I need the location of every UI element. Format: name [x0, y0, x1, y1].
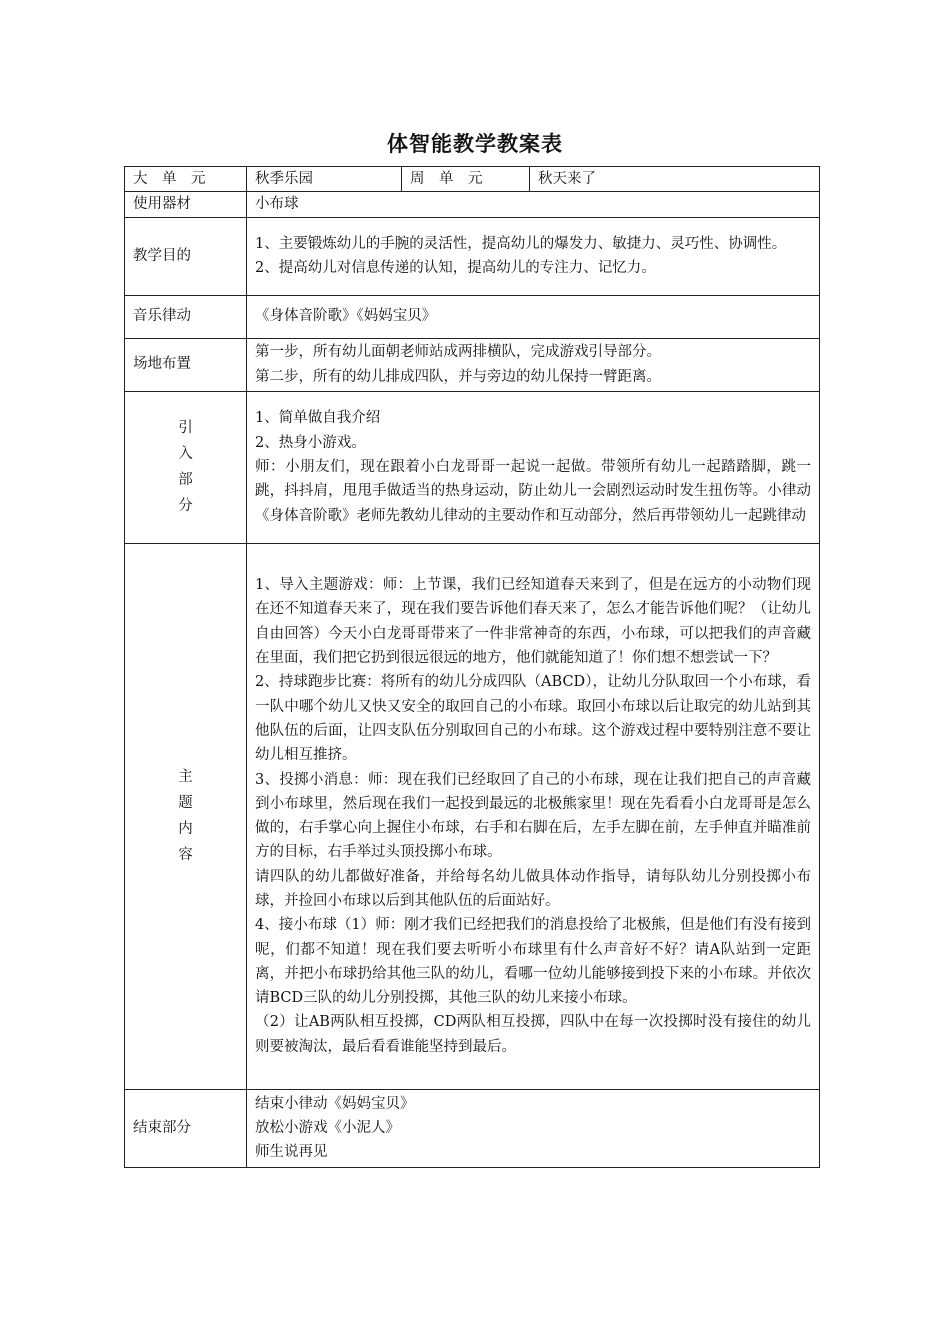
music-value: 《身体音阶歌》《妈妈宝贝》	[247, 295, 820, 338]
intro-label-char: 分	[178, 498, 193, 515]
music-label: 音乐律动	[125, 295, 247, 338]
intro-label-char: 入	[178, 446, 193, 463]
intro-item: 师：小朋友们，现在跟着小白龙哥哥一起说一起做。带领所有幼儿一起踏踏脚，跳一跳，抖抖肩，甩甩手做适当的热身运动，防止幼儿一会剧烈运动时发生扭伤等。小律动《身体音阶歌》老师先教幼儿律动的主要动作和互动部分，然后再带领幼儿一起跳律动	[255, 458, 811, 524]
unit-label: 大 单 元	[125, 167, 247, 192]
ending-row	[125, 1089, 820, 1167]
main-item: 3、投掷小消息：师：现在我们已经取回了自己的小布球，现在让我们把自己的声音藏到小布球里，然后现在我们一起投到最远的北极熊家里！现在先看看小白龙哥哥是怎么做的，右手掌心向上握住小布球，右手和右脚在后，左手左脚在前，左手伸直并瞄准前方的目标，右手举过头顶投掷小布球。	[255, 771, 811, 861]
venue-content	[247, 338, 820, 391]
venue-label: 场地布置	[125, 338, 247, 391]
unit-value: 秋季乐园	[247, 167, 402, 192]
main-label-char: 内	[178, 821, 193, 838]
ending-item: 师生说再见	[255, 1144, 328, 1161]
goals-content	[247, 217, 820, 295]
goal-item: 1、主要锻炼幼儿的手腕的灵活性，提高幼儿的爆发力、敏捷力、灵巧性、协调性。	[255, 235, 787, 252]
intro-label-char: 引	[178, 420, 193, 437]
main-label-char: 题	[178, 795, 193, 812]
week-value: 秋天来了	[530, 167, 820, 192]
main-label	[125, 543, 247, 1089]
intro-label-char: 部	[178, 472, 193, 489]
main-label-char: 容	[178, 847, 193, 864]
venue-item: 第一步，所有幼儿面朝老师站成两排横队，完成游戏引导部分。	[255, 344, 661, 361]
music-row	[125, 295, 820, 338]
week-label: 周 单 元	[402, 167, 530, 192]
intro-row	[125, 391, 820, 543]
page-title: 体智能教学教案表	[387, 132, 563, 156]
intro-item: 2、热身小游戏。	[255, 434, 366, 451]
main-content	[247, 543, 820, 1089]
ending-content	[247, 1089, 820, 1167]
intro-content	[247, 391, 820, 543]
ending-item: 放松小游戏《小泥人》	[255, 1119, 400, 1136]
goals-label: 教学目的	[125, 217, 247, 295]
main-label-char: 主	[178, 769, 193, 786]
lesson-plan-table	[124, 166, 820, 1168]
venue-item: 第二步，所有的幼儿排成四队，并与旁边的幼儿保持一臂距离。	[255, 368, 661, 385]
ending-label: 结束部分	[125, 1089, 247, 1167]
main-item: 2、持球跑步比赛：将所有的幼儿分成四队（ABCD），让幼儿分队取回一个小布球，看一队中哪个幼儿又快又安全的取回自己的小布球。取回小布球以后让取完的幼儿站到其他队伍的后面，让四支队伍分别取回自己的小布球。这个游戏过程中要特别注意不要让幼儿相互推挤。	[255, 674, 811, 764]
equipment-row	[125, 192, 820, 217]
main-item: 1、导入主题游戏：师：上节课，我们已经知道春天来到了，但是在远方的小动物们现在还不知道春天来了，现在我们要告诉他们春天来了，怎么才能告诉他们呢？（让幼儿自由回答）今天小白龙哥哥带来了一件非常神奇的东西，小布球，可以把我们的声音藏在里面，我们把它扔到很远很远的地方，他们就能知道了！你们想不想尝试一下？	[255, 577, 811, 667]
equipment-value: 小布球	[247, 192, 820, 217]
goals-row	[125, 217, 820, 295]
main-item: （2）让AB两队相互投掷，CD两队相互投掷，四队中在每一次投掷时没有接住的幼儿则要被淘汰，最后看看谁能坚持到最后。	[255, 1014, 811, 1055]
header-row	[125, 167, 820, 192]
goal-item: 2、提高幼儿对信息传递的认知，提高幼儿的专注力、记忆力。	[255, 260, 656, 277]
main-row	[125, 543, 820, 1089]
intro-label	[125, 391, 247, 543]
main-item: 请四队的幼儿都做好准备，并给每名幼儿做具体动作指导，请每队幼儿分别投掷小布球，并捡回小布球以后到其他队伍的后面站好。	[255, 868, 811, 909]
intro-item: 1、简单做自我介绍	[255, 410, 381, 427]
main-item: 4、接小布球（1）师：刚才我们已经把我们的消息投给了北极熊，但是他们有没有接到呢，们都不知道！现在我们要去听听小布球里有什么声音好不好？请A队站到一定距离，并把小布球扔给其他三队的幼儿，看哪一位幼儿能够接到投下来的小布球。并依次请BCD三队的幼儿分别投掷，其他三队的幼儿来接小布球。	[255, 917, 811, 1007]
equipment-label: 使用器材	[125, 192, 247, 217]
ending-item: 结束小律动《妈妈宝贝》	[255, 1095, 415, 1112]
venue-row	[125, 338, 820, 391]
